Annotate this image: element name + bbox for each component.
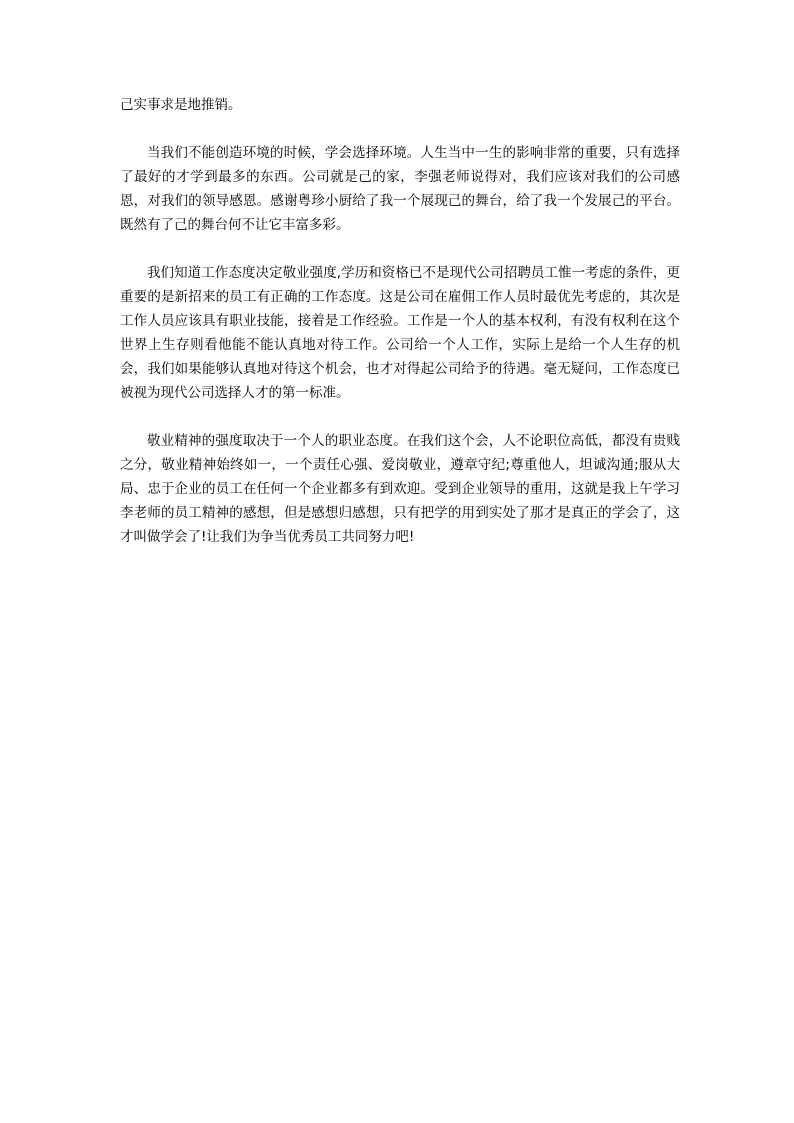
paragraph-3: 我们知道工作态度决定敬业强度,学历和资格已不是现代公司招聘员工惟一考虑的条件，更重要的是新招来的员工有正确的工作态度。这是公司在雇佣工作人员时最优先考虑的，其次是工作人员应该具有职业技能，接着是工作经验。工作是一个人的基本权利，有没有权利在这个世界上生存则看他能不能认真地对待工作。公司给一个人工作，实际上是给一个人生存的机会，我们如果能够认真地对待这个机会，也才对得起公司给予的待遇。毫无疑问，工作态度已被视为现代公司选择人才的第一标准。 — [120, 265, 680, 401]
document-body — [120, 93, 680, 573]
paragraph-1: 己实事求是地推销。 — [120, 97, 242, 113]
paragraph-4: 敬业精神的强度取决于一个人的职业态度。在我们这个会，人不论职位高低，都没有贵贱之分，敬业精神始终如一，一个责任心强、爱岗敬业，遵章守纪;尊重他人，坦诚沟通;服从大局、忠于企业的员工在任何一个企业都多有到欢迎。受到企业领导的重用，这就是我上午学习李老师的员工精神的感想，但是感想归感想，只有把学的用到实处了那才是真正的学会了，这才叫做学会了!让我们为争当优秀员工共同努力吧! — [120, 433, 680, 545]
paragraph-2: 当我们不能创造环境的时候，学会选择环境。人生当中一生的影响非常的重要，只有选择了最好的才学到最多的东西。公司就是己的家，李强老师说得对，我们应该对我们的公司感恩，对我们的领导感恩。感谢粤珍小厨给了我一个展现己的舞台，给了我一个发展己的平台。既然有了己的舞台何不让它丰富多彩。 — [120, 145, 680, 233]
